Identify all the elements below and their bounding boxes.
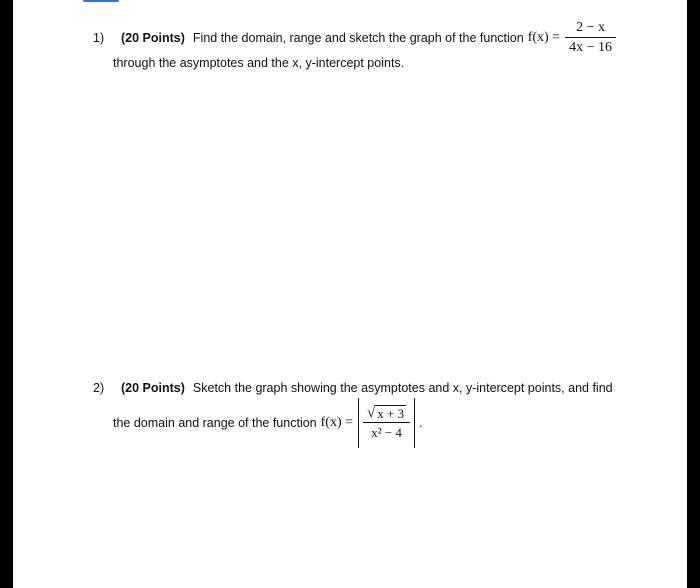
radical-sign: √ [367,405,376,421]
question-2-period: . [419,416,423,430]
question-1-line-2 [93,56,653,70]
question-1-text: Find the domain, range and sketch the graph of the function [192,31,524,45]
question-2-line-2 [93,398,653,448]
question-1-text-continued: through the asymptotes and the x, y-intercept points. [113,56,405,70]
question-1-fraction [565,20,616,56]
square-root [363,405,410,422]
question-1-function-label: f(x) = [527,30,561,45]
absolute-value [358,398,415,448]
question-2-fraction [363,405,410,441]
question-1-points: (20 Points) [121,31,185,45]
question-2-points: (20 Points) [121,381,185,395]
question-1-numerator: 2 − x [576,20,605,35]
question-1-denominator: 4x − 16 [569,40,612,55]
question-2-text: Sketch the graph showing the asymptotes and x, y-intercept points, and find [192,381,613,395]
question-2-denominator: x² − 4 [371,425,402,440]
question-1-number: 1) [93,31,105,45]
question-2-function-label: f(x) = [320,415,354,430]
top-accent-bar [83,0,119,2]
question-1 [93,20,653,70]
question-2-line-1 [93,380,653,396]
question-1-line-1 [93,20,653,56]
question-2-text-continued: the domain and range of the function [113,416,317,430]
question-2 [93,380,653,448]
question-2-number: 2) [93,381,105,395]
question-2-radicand: x + 3 [377,406,405,421]
worksheet-page [13,0,687,588]
